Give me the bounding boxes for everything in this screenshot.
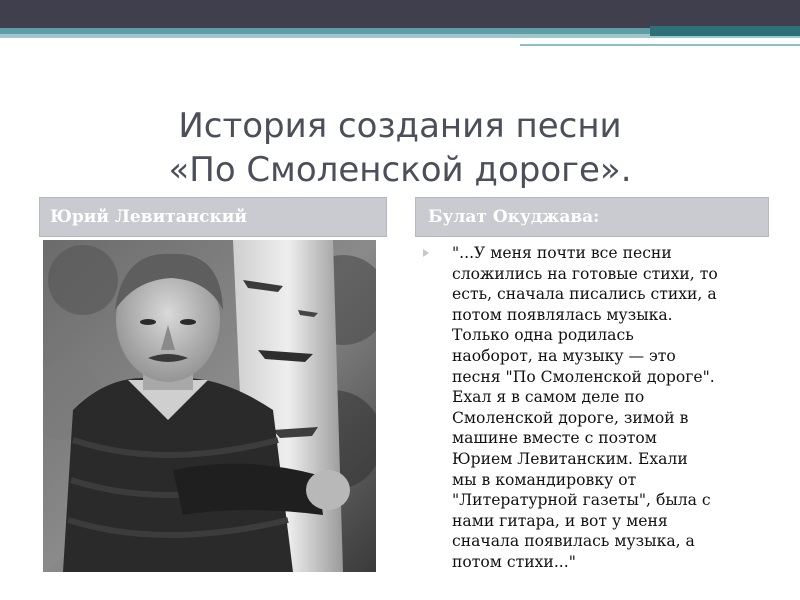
- quote-line: потом появлялась музыка.: [452, 305, 673, 324]
- quote-text: [452, 243, 785, 573]
- slide-title-line1: История создания песни: [178, 106, 622, 146]
- right-column-header: Булат Окуджава:: [415, 197, 769, 237]
- quote-line: Только одна родилась: [452, 326, 634, 345]
- quote-line: сначала появилась музыка, а: [452, 532, 695, 551]
- quote-line: сложились на готовые стихи, то: [452, 264, 718, 283]
- quote-block: [430, 243, 785, 573]
- top-decor-notch: [650, 26, 800, 36]
- quote-line: "Литературной газеты", была с: [452, 491, 711, 510]
- bullet-icon: [423, 249, 429, 257]
- top-decor-band: [0, 0, 800, 28]
- slide-title: [90, 104, 710, 192]
- portrait-photo: [43, 240, 376, 572]
- quote-line: наоборот, на музыку — это: [452, 346, 676, 365]
- quote-line: нами гитара, и вот у меня: [452, 511, 668, 530]
- quote-line: "...У меня почти все песни: [452, 244, 672, 262]
- slide-title-line2: «По Смоленской дороге».: [168, 150, 632, 190]
- quote-line: Юрием Левитанским. Ехали: [452, 449, 688, 468]
- quote-line: мы в командировку от: [452, 470, 637, 489]
- quote-line: потом стихи...": [452, 552, 576, 571]
- left-column-header: Юрий Левитанский: [39, 197, 387, 237]
- quote-line: есть, сначала писались стихи, а: [452, 285, 717, 304]
- top-decor-line: [520, 44, 800, 46]
- quote-line: песня "По Смоленской дороге".: [452, 367, 715, 386]
- quote-line: машине вместе с поэтом: [452, 429, 657, 448]
- quote-line: Ехал я в самом деле по: [452, 388, 645, 407]
- quote-line: Смоленской дороге, зимой в: [452, 408, 689, 427]
